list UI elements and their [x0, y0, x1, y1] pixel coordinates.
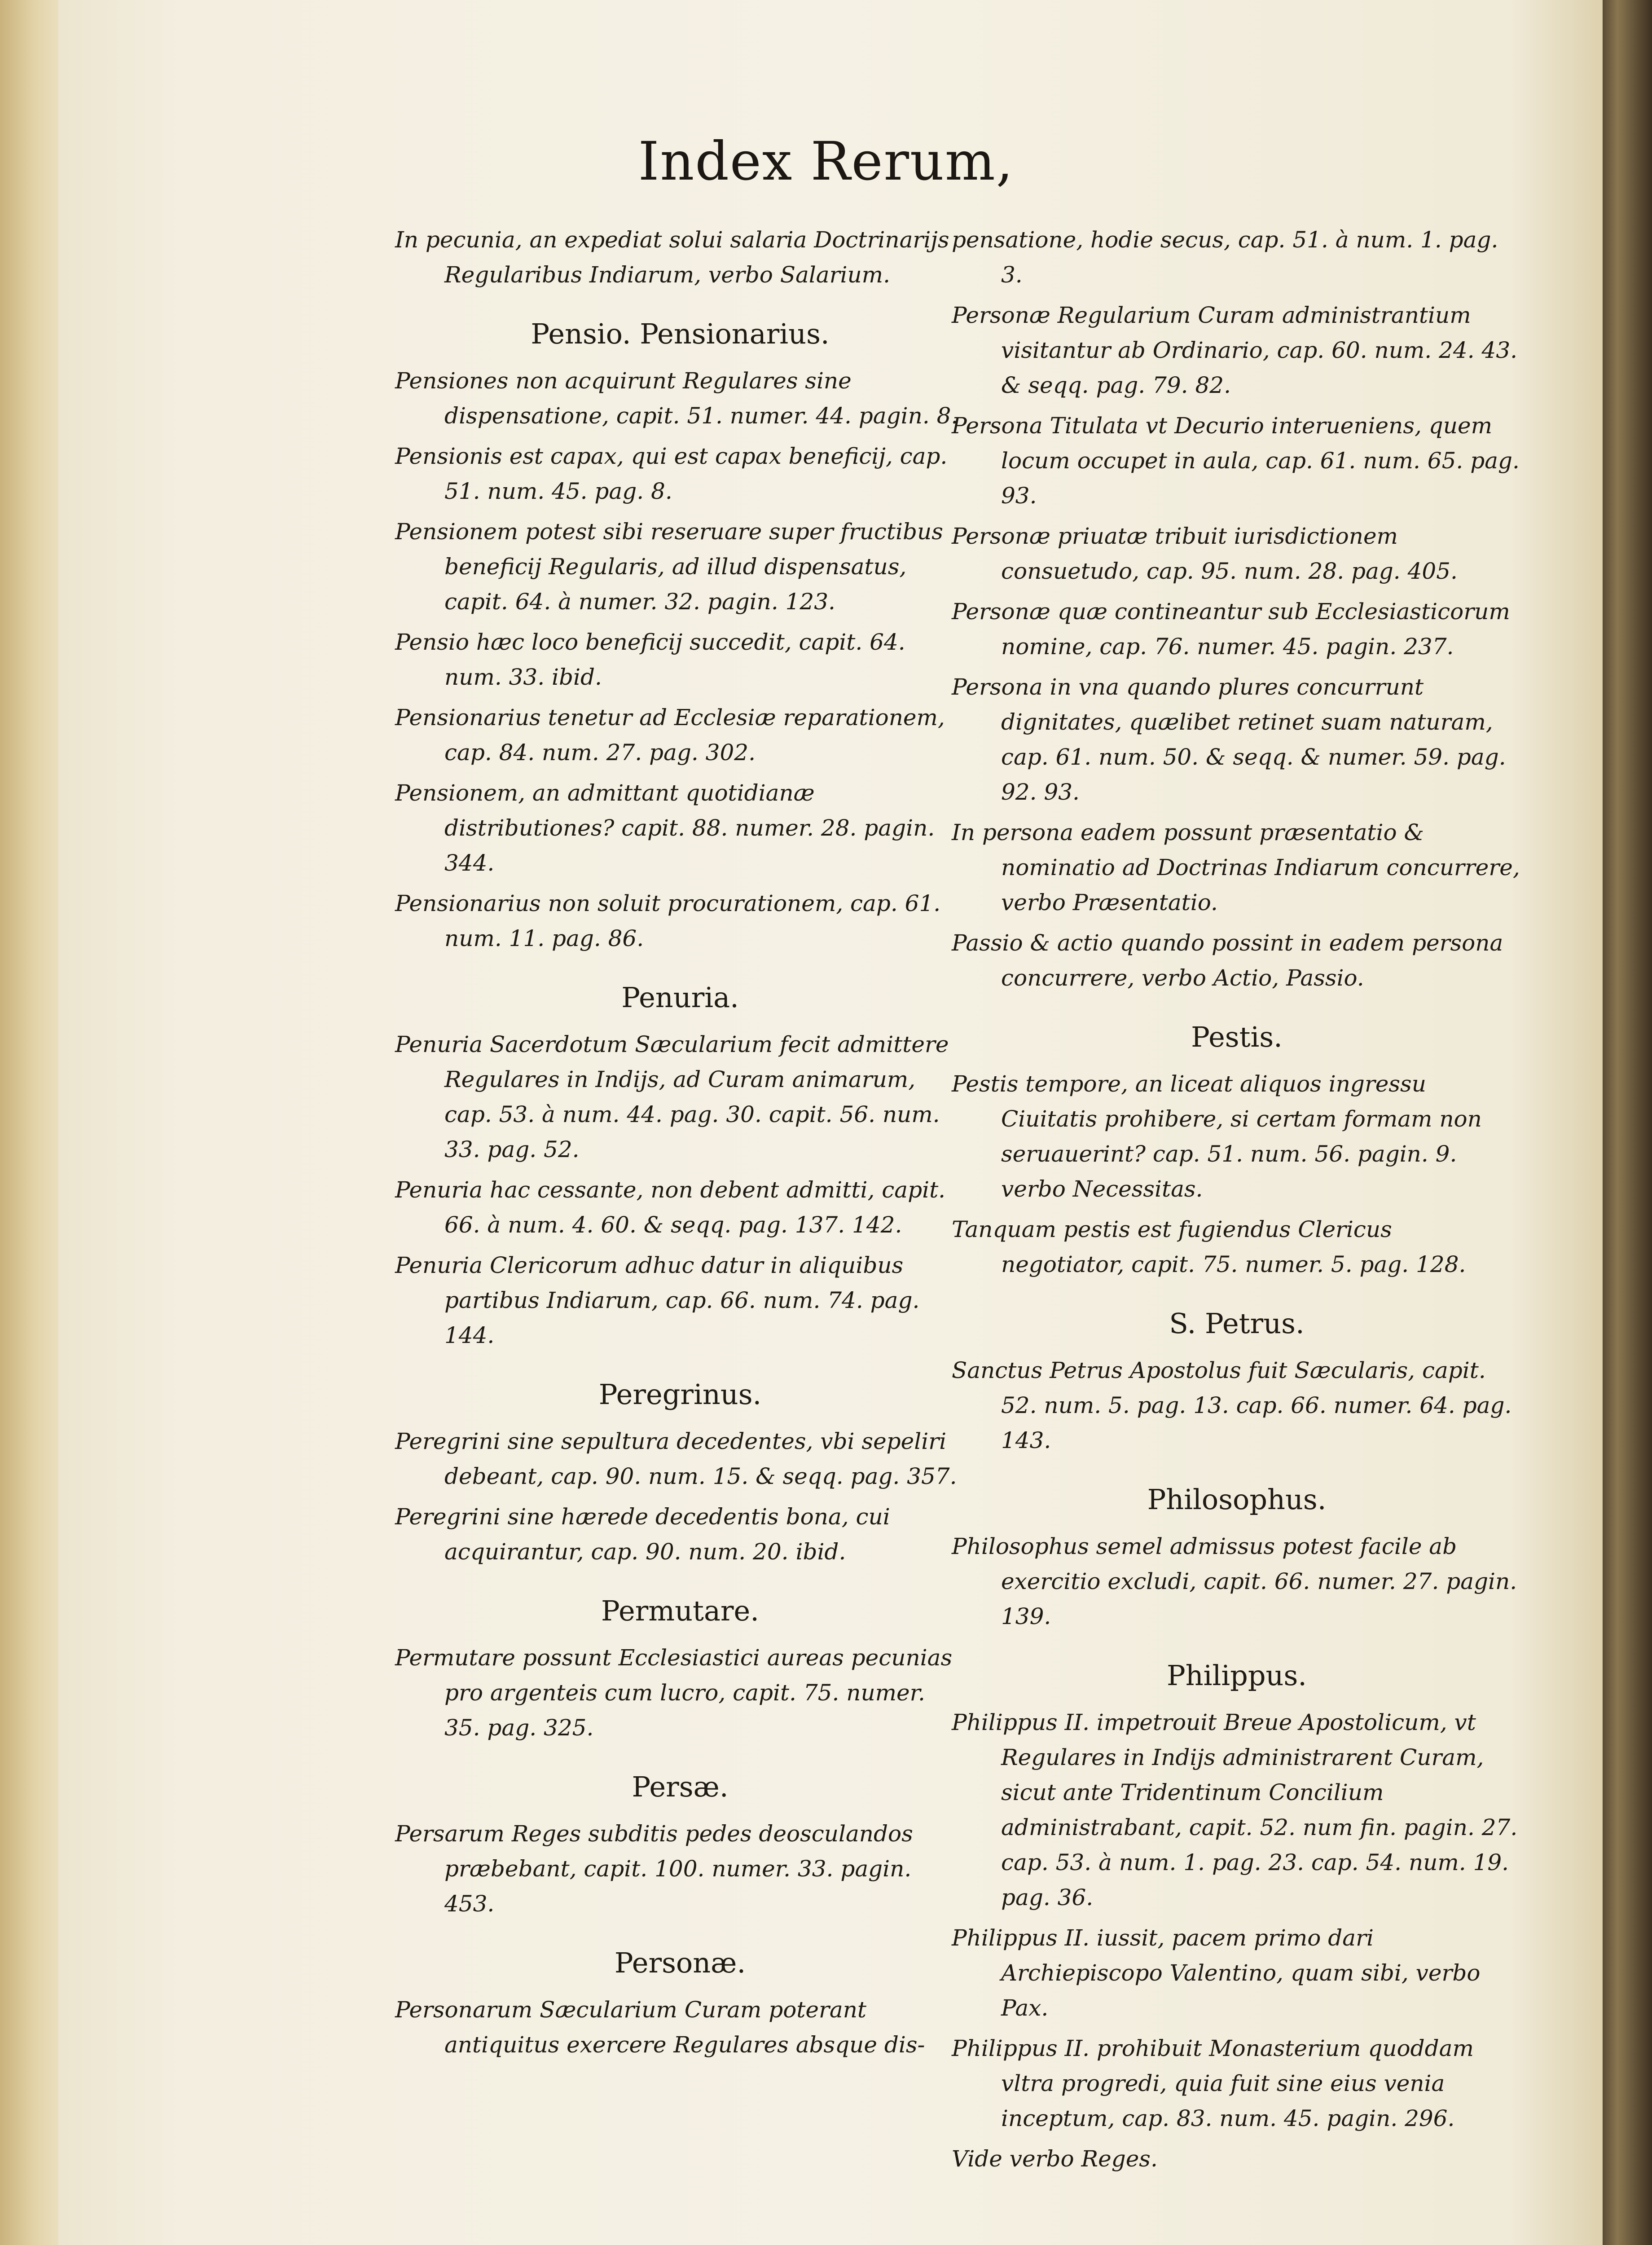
index-entry: Philippus II. iussit, pacem primo dari Archiepiscopo Valentino, quam sibi, verbo Pax.	[952, 1925, 1481, 2021]
index-entry: Personæ quæ contineantur sub Ecclesiasticorum nomine, cap. 76. numer. 45. pagin. 237.	[952, 599, 1510, 660]
index-section-heading: Pestis.	[1191, 1021, 1283, 1053]
index-section-heading: Peregrinus.	[598, 1378, 762, 1411]
index-section-heading: Philosophus.	[1147, 1483, 1327, 1516]
index-entry: In pecunia, an expediat solui salaria Doctrinarijs Regularibus Indiarum, verbo Salarium.	[395, 227, 949, 288]
index-section-heading: S. Petrus.	[1169, 1307, 1305, 1340]
index-entry: Pestis tempore, an liceat aliquos ingressu Ciuitatis prohibere, si certam formam non seruauerint? cap. 51. num. 56. pagin. 9. verbo Necessitas.	[952, 1071, 1482, 1202]
index-section-heading: Personæ.	[614, 1946, 746, 1979]
index-entry: Persarum Reges subditis pedes deosculandos præbebant, capit. 100. numer. 33. pagin. 453.	[395, 1821, 913, 1917]
index-column-right	[952, 222, 1522, 2182]
index-entry: Passio & actio quando possint in eadem persona concurrere, verbo Actio, Passio.	[952, 930, 1503, 991]
index-entry: Personæ priuatæ tribuit iurisdictionem consuetudo, cap. 95. num. 28. pag. 405.	[952, 523, 1458, 584]
facing-page-edge	[1603, 0, 1652, 2245]
index-entry: Penuria hac cessante, non debent admitti, capit. 66. à num. 4. 60. & seqq. pag. 137. 142.	[395, 1177, 946, 1238]
index-entry: Persona in vna quando plures concurrunt dignitates, quælibet retinet suam naturam, cap. 61. num. 50. & seqq. & numer. 59. pag. 92. 93.	[952, 674, 1506, 805]
index-section-heading: Penuria.	[621, 981, 739, 1014]
index-entry: Pensionis est capax, qui est capax beneficij, cap. 51. num. 45. pag. 8.	[395, 443, 948, 504]
index-entry: Vide verbo Reges.	[952, 2146, 1158, 2172]
index-section-heading: Pensio. Pensionarius.	[531, 317, 830, 350]
index-entry: Philippus II. impetrouit Breue Apostolicum, vt Regulares in Indijs administrarent Curam, sicut ante Tridentinum Concilium administrabant, capit. 52. num fin. pagin. 27. cap. 53. à num. 1. pag. 23. cap. 54. num. 19. pag. 36.	[952, 1709, 1518, 1910]
index-entry: Philippus II. prohibuit Monasterium quoddam vltra progredi, quia fuit sine eius venia inceptum, cap. 83. num. 45. pagin. 296.	[952, 2035, 1474, 2131]
index-entry: Sanctus Petrus Apostolus fuit Sæcularis, capit. 52. num. 5. pag. 13. cap. 66. numer. 64. pag. 143.	[952, 1357, 1512, 1453]
index-entry: Pensionem potest sibi reseruare super fructibus beneficij Regularis, ad illud dispensatus, capit. 64. à numer. 32. pagin. 123.	[395, 519, 943, 615]
page-heading: Index Rerum,	[638, 130, 1014, 192]
index-entry: Penuria Sacerdotum Sæcularium fecit admittere Regulares in Indijs, ad Curam animarum, cap. 53. à num. 44. pag. 30. capit. 56. num. 33. pag. 52.	[395, 1031, 949, 1162]
index-entry: Permutare possunt Ecclesiastici aureas pecunias pro argenteis cum lucro, capit. 75. numer. 35. pag. 325.	[395, 1645, 953, 1741]
index-entry: pensatione, hodie secus, cap. 51. à num. 1. pag. 3.	[952, 227, 1498, 288]
index-entry: In persona eadem possunt præsentatio & nominatio ad Doctrinas Indiarum concurrere, verbo Præsentatio.	[952, 819, 1520, 916]
index-entry: Peregrini sine hærede decedentis bona, cui acquirantur, cap. 90. num. 20. ibid.	[395, 1504, 890, 1565]
index-entry: Personæ Regularium Curam administrantium visitantur ab Ordinario, cap. 60. num. 24. 43. & seqq. pag. 79. 82.	[952, 302, 1518, 398]
index-section-heading: Permutare.	[601, 1594, 759, 1627]
index-entry: Persona Titulata vt Decurio interueniens, quem locum occupet in aula, cap. 61. num. 65. pag. 93.	[952, 413, 1520, 509]
index-entry: Pensio hæc loco beneficij succedit, capit. 64. num. 33. ibid.	[395, 629, 905, 690]
index-entry: Peregrini sine sepultura decedentes, vbi sepeliri debeant, cap. 90. num. 15. & seqq. pag. 357.	[395, 1428, 957, 1489]
index-entry: Pensiones non acquirunt Regulares sine dispensatione, capit. 51. numer. 44. pagin. 8.	[395, 368, 958, 429]
index-entry: Penuria Clericorum adhuc datur in aliquibus partibus Indiarum, cap. 66. num. 74. pag. 144.	[395, 1252, 920, 1348]
index-column-left	[395, 222, 965, 2068]
index-entry: Personarum Sæcularium Curam poterant antiquitus exercere Regulares absque dis-	[395, 1997, 925, 2058]
index-entry: Tanquam pestis est fugiendus Clericus negotiator, capit. 75. numer. 5. pag. 128.	[952, 1216, 1466, 1277]
index-section-heading: Philippus.	[1167, 1659, 1307, 1692]
index-entry: Pensionarius tenetur ad Ecclesiæ reparationem, cap. 84. num. 27. pag. 302.	[395, 704, 945, 766]
index-entry: Philosophus semel admissus potest facile ab exercitio excludi, capit. 66. numer. 27. pagin. 139.	[952, 1533, 1517, 1629]
index-entry: Pensionarius non soluit procurationem, cap. 61. num. 11. pag. 86.	[395, 890, 941, 951]
index-section-heading: Persæ.	[632, 1770, 729, 1803]
index-entry: Pensionem, an admittant quotidianæ distributiones? capit. 88. numer. 28. pagin. 344.	[395, 780, 935, 876]
